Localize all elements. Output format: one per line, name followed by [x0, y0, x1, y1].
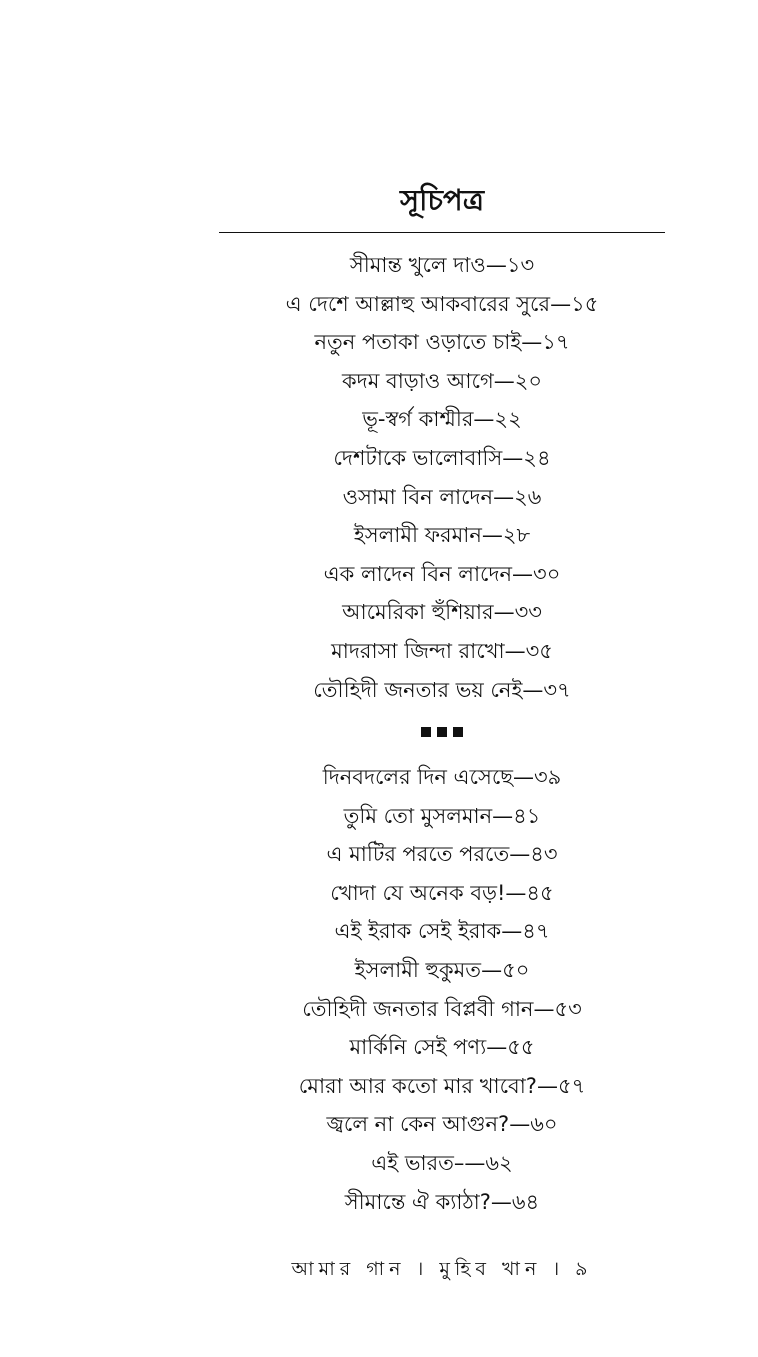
toc-entry [219, 797, 665, 836]
separator-square [437, 727, 447, 737]
toc-entry-title: এই ভারত– [371, 1150, 465, 1175]
toc-entry [219, 246, 665, 285]
toc-entry-page: ৪৭ [522, 919, 550, 944]
toc-entry-page: ৪৫ [526, 880, 554, 905]
toc-entry-dash: — [509, 1112, 531, 1137]
toc-entry [219, 1028, 665, 1067]
toc-entry [219, 285, 665, 324]
toc-entry-title: খোদা যে অনেক বড়! [330, 880, 506, 905]
toc-entry-title: দেশটাকে ভালোবাসি [333, 445, 503, 470]
page-title: সূচিপত্র [399, 183, 485, 217]
toc-entry-dash: — [502, 445, 524, 470]
toc-list-part-1 [219, 246, 665, 709]
toc-entry-page: ৬৪ [511, 1189, 540, 1214]
toc-entry-title: ওসামা বিন লাদেন [342, 484, 494, 509]
toc-entry-title: এক লাদেন বিন লাদেন [323, 561, 513, 586]
toc-entry-title: জ্বলে না কেন আগুন? [326, 1112, 510, 1137]
toc-entry [219, 323, 665, 362]
toc-entry-title: ইসলামী ফরমান [353, 523, 482, 548]
toc-entry-dash: — [493, 600, 515, 625]
toc-entry-dash: — [492, 803, 514, 828]
toc-entry-dash: — [509, 842, 531, 867]
toc-entry-dash: — [473, 407, 495, 432]
toc-entry-title: মার্কিনি সেই পণ্য [349, 1035, 487, 1060]
toc-entry [219, 671, 665, 710]
toc-entry-page: ২৬ [514, 484, 542, 509]
toc-entry [219, 990, 665, 1029]
toc-entry [219, 400, 665, 439]
toc-entry-title: মোরা আর কতো মার খাবো? [298, 1073, 537, 1098]
toc-entry-page: ৫০ [502, 957, 530, 982]
toc-entry-title: নতুন পতাকা ওড়াতে চাই [314, 330, 522, 355]
toc-entry [219, 516, 665, 555]
toc-entry-page: ৫৫ [507, 1035, 535, 1060]
toc-entry-title: এ দেশে আল্লাহু আকবারের সুরে [285, 291, 551, 316]
toc-entry-dash: — [504, 638, 526, 663]
toc-entry-page: ২৮ [502, 523, 531, 548]
toc-entry-page: ৬২ [485, 1150, 513, 1175]
toc-entry-title: তৌহিদী জনতার বিপ্লবী গান [302, 996, 534, 1021]
toc-entry-title: কদম বাড়াও আগে [341, 368, 494, 393]
section-separator [219, 720, 665, 744]
toc-entry-dash: — [493, 368, 515, 393]
separator-square [453, 727, 463, 737]
toc-entry-dash: — [490, 1189, 512, 1214]
toc-entry [219, 439, 665, 478]
toc-entry [219, 1144, 665, 1183]
toc-entry-title: ভূ-স্বর্গ কাশ্মীর [362, 407, 474, 432]
toc-entry-dash: — [512, 561, 534, 586]
toc-entry-page: ৩৩ [514, 600, 542, 625]
toc-entry-dash: — [533, 996, 555, 1021]
toc-entry-dash: — [521, 330, 543, 355]
toc-entry [219, 758, 665, 797]
toc-entry-page: ৫৩ [554, 996, 582, 1021]
toc-entry [219, 951, 665, 990]
toc-entry-page: ২৪ [523, 445, 551, 470]
toc-entry-page: ১৭ [542, 330, 570, 355]
toc-entry [219, 632, 665, 671]
toc-entry [219, 593, 665, 632]
toc-entry-title: এ মাটির পরতে পরতে [326, 842, 510, 867]
toc-entry-dash: — [513, 765, 535, 789]
toc-entry-page: ২২ [494, 407, 522, 432]
toc-entry [219, 1067, 665, 1106]
toc-entry-title: মাদরাসা জিন্দা রাখো [331, 638, 505, 663]
toc-entry [219, 1183, 665, 1222]
toc-entry-dash: — [464, 1150, 486, 1175]
toc-entry-title: সীমান্তে ঐ ক্যাঠা? [344, 1189, 491, 1214]
toc-entry-title: তৌহিদী জনতার ভয় নেই [313, 677, 523, 702]
toc-entry-page: ৫৭ [557, 1073, 586, 1098]
toc-entry [219, 835, 665, 874]
toc-entry-title: এই ইরাক সেই ইরাক [334, 919, 502, 944]
toc-entry-dash: — [522, 677, 544, 702]
toc-entry [219, 362, 665, 401]
toc-entry-dash: — [501, 919, 523, 944]
toc-entry-page: ৩৫ [525, 638, 553, 663]
toc-entry [219, 478, 665, 517]
toc-entry-dash: — [505, 880, 527, 905]
running-footer: আমার গান । মুহিব খান । ৯ [291, 1258, 593, 1280]
toc-entry-dash: — [485, 253, 507, 277]
toc-entry-dash: — [536, 1073, 558, 1098]
toc-entry-title: তুমি তো মুসলমান [343, 803, 493, 828]
toc-entry-dash: — [486, 1035, 508, 1060]
toc-entry-page: ৪৩ [530, 842, 558, 867]
toc-entry-page: ১৩ [506, 253, 535, 277]
toc-entry-dash: — [493, 484, 515, 509]
separator-square [421, 727, 431, 737]
toc-entry-dash: — [550, 291, 572, 316]
toc-entry-title: সীমান্ত খুলে দাও [349, 253, 486, 277]
toc-entry-page: ৩৭ [543, 677, 571, 702]
toc-entry-dash: — [481, 957, 503, 982]
toc-entry-dash: — [481, 523, 503, 548]
toc-entry [219, 912, 665, 951]
toc-entry-title: আমেরিকা হুঁশিয়ার [342, 600, 494, 625]
toc-entry-title: দিনবদলের দিন এসেছে [322, 765, 514, 789]
toc-entry [219, 555, 665, 594]
toc-entry-page: ৩৯ [534, 765, 562, 789]
toc-entry-title: ইসলামী হুকুমত [354, 957, 482, 982]
toc-entry [219, 874, 665, 913]
toc-entry-page: ১৫ [571, 291, 599, 316]
toc-entry-page: ৬০ [530, 1112, 558, 1137]
toc-entry [219, 1105, 665, 1144]
toc-list-part-2 [219, 758, 665, 1221]
title-divider [219, 232, 665, 233]
toc-entry-page: ৪১ [513, 803, 541, 828]
toc-entry-page: ২০ [514, 368, 543, 393]
toc-entry-page: ৩০ [533, 561, 561, 586]
